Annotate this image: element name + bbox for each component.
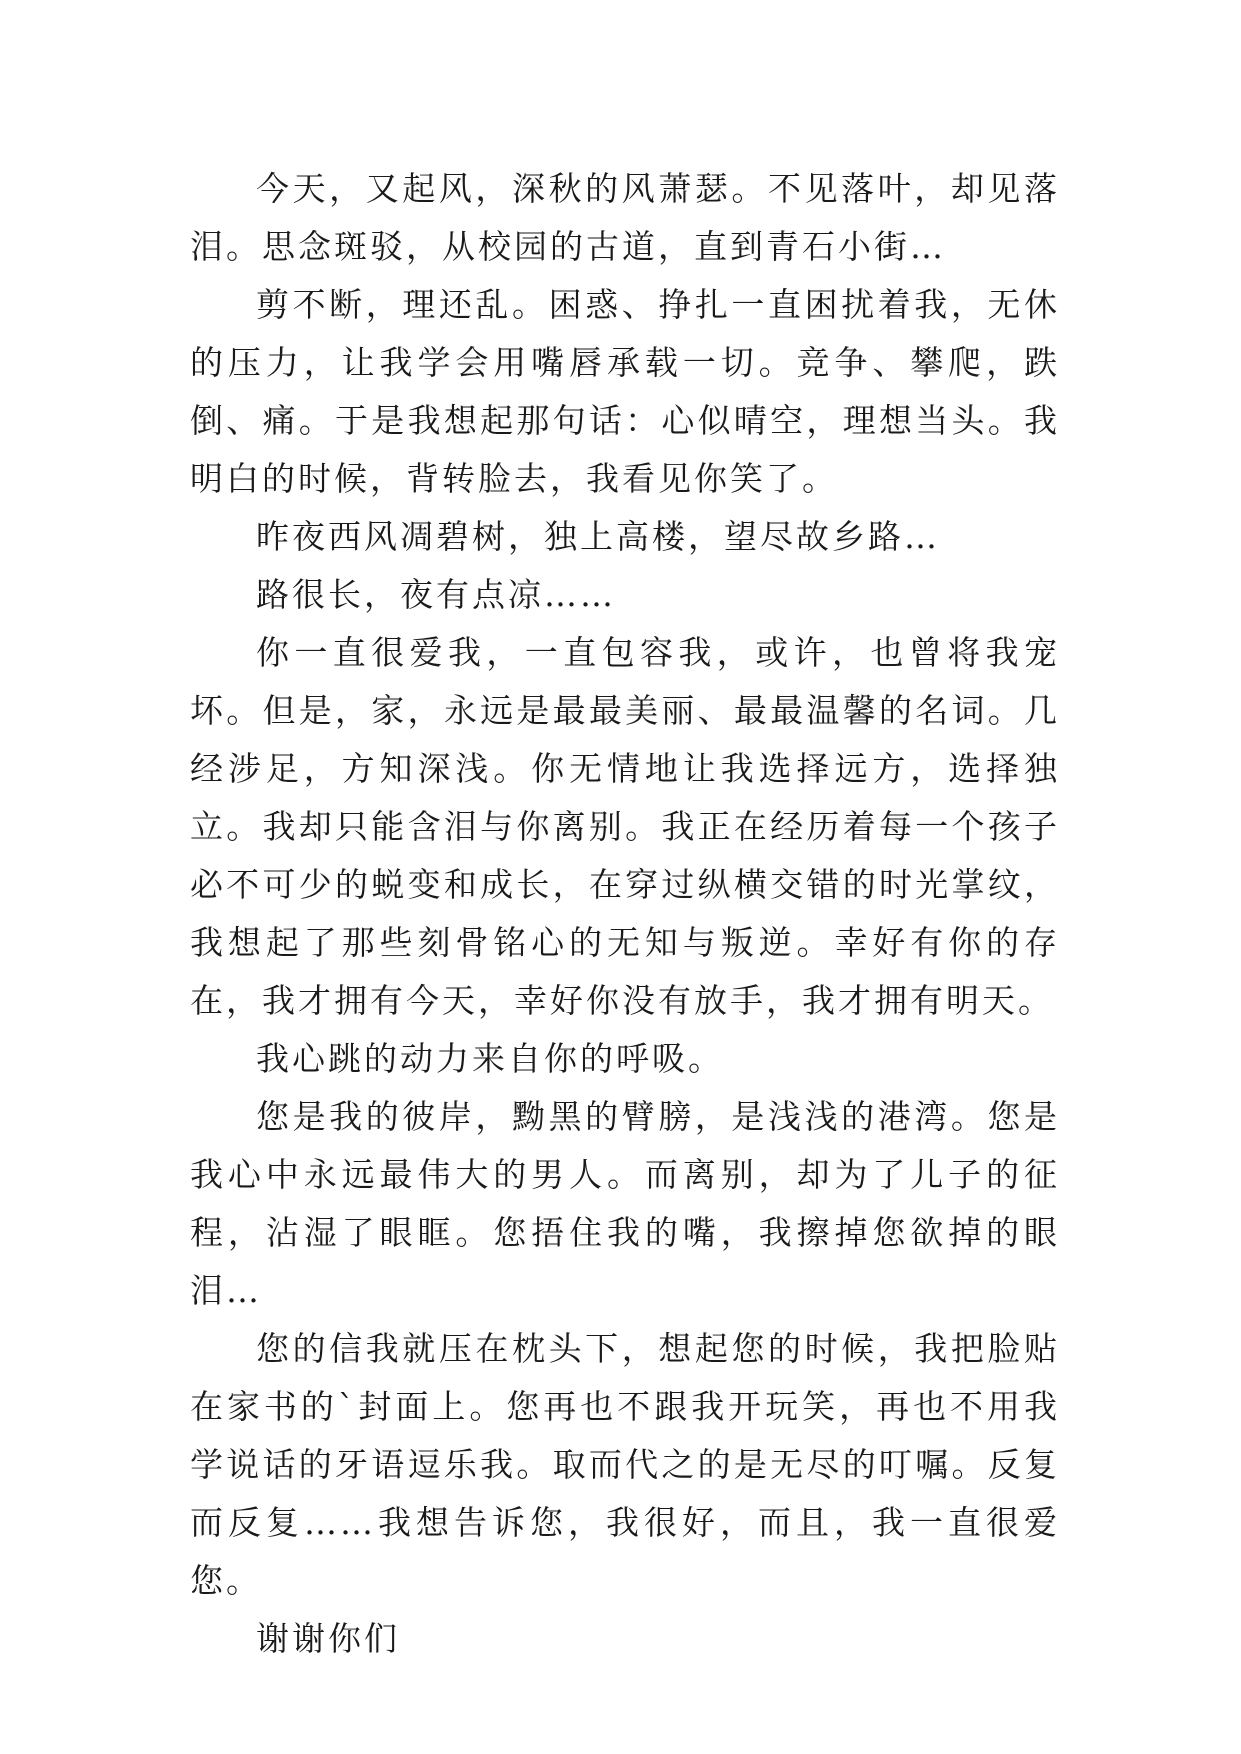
document-body bbox=[190, 160, 1060, 1668]
paragraph: 您是我的彼岸，黝黑的臂膀，是浅浅的港湾。您是我心中永远最伟大的男人。而离别，却为了儿子的征程，沾湿了眼眶。您捂住我的嘴，我擦掉您欲掉的眼泪… bbox=[190, 1097, 1060, 1310]
paragraph: 您的信我就压在枕头下，想起您的时候，我把脸贴在家书的`封面上。您再也不跟我开玩笑，再也不用我学说话的牙语逗乐我。取而代之的是无尽的叮嘱。反复而反复……我想告诉您，我很好，而且，我一直很爱您。 bbox=[190, 1329, 1060, 1600]
paragraph: 路很长，夜有点凉…… bbox=[256, 575, 616, 614]
paragraph: 昨夜西风凋碧树，独上高楼，望尽故乡路… bbox=[256, 517, 940, 556]
paragraph: 剪不断，理还乱。困惑、挣扎一直困扰着我，无休的压力，让我学会用嘴唇承载一切。竞争、攀爬，跌倒、痛。于是我想起那句话：心似晴空，理想当头。我明白的时候，背转脸去，我看见你笑了。 bbox=[190, 285, 1060, 498]
paragraph: 今天，又起风，深秋的风萧瑟。不见落叶，却见落泪。思念斑驳，从校园的古道，直到青石小街… bbox=[190, 169, 1060, 266]
paragraph: 你一直很爱我，一直包容我，或许，也曾将我宠坏。但是，家，永远是最最美丽、最最温馨的名词。几经涉足，方知深浅。你无情地让我选择远方，选择独立。我却只能含泪与你离别。我正在经历着每一个孩子必不可少的蜕变和成长，在穿过纵横交错的时光掌纹，我想起了那些刻骨铭心的无知与叛逆。幸好有你的存在，我才拥有今天，幸好你没有放手，我才拥有明天。 bbox=[190, 633, 1060, 1020]
paragraph-closing: 谢谢你们 bbox=[256, 1619, 400, 1658]
paragraph: 我心跳的动力来自你的呼吸。 bbox=[256, 1039, 724, 1078]
